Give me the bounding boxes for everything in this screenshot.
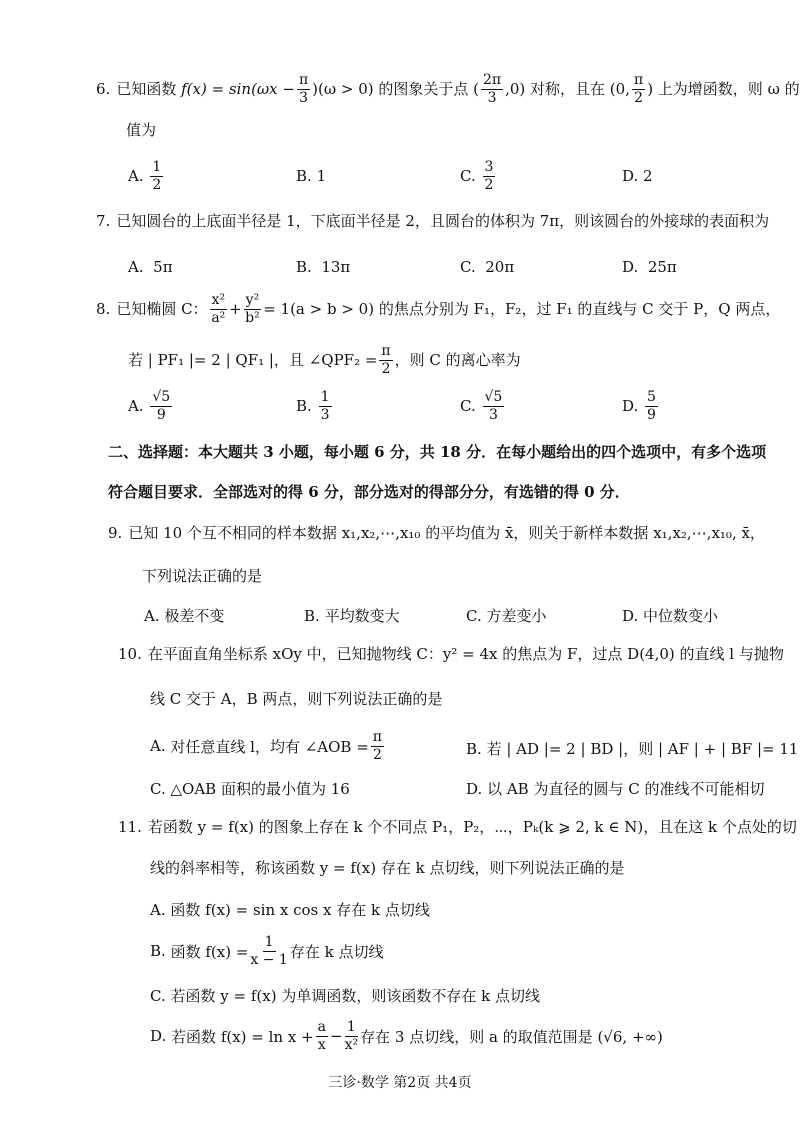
section2-heading-line2: 符合题目要求．全部选对的得 6 分，部分选对的得部分分，有选错的得 0 分． [108,483,630,501]
q11-option-c[interactable]: C. 若函数 y = f(x) 为单调函数，则该函数不存在 k 点切线 [150,986,540,1005]
q6-option-a[interactable]: A. $\frac{1}{2}$ [128,159,162,193]
q10-stem-line1: 10. 在平面直角坐标系 xOy 中，已知抛物线 C：y² = 4x 的焦点为 F，过点 D(4,0) 的直线 l 与抛物 [118,645,784,663]
q8-stem-line1: 8. 已知椭圆 C： $\frac{\text{x²}}{\text{a²}}$ + $\frac{\text{y²}}{\text{b²}}$ = 1(a > b > 0) 的焦点分别为 F₁，F₂，过 F₁ 的直线与 C 交于 P，Q 两点， [96,291,781,326]
q11-stem-line1: 11. 若函数 y = f(x) 的图象上存在 k 个不同点 P₁，P₂，⋯，Pₖ(k ⩾ 2, k ∈ N)，且在这 k 个点处的切 [118,818,797,836]
q11-option-d-frac-a-x: $\frac{a}{x}$ [317,1019,327,1053]
q8-frac-x2-a2: $\frac{\text{x²}}{\text{a²}}$ [211,291,226,326]
q9-stem-line1: 9. 已知 10 个互不相同的样本数据 x₁,x₂,⋯,x₁₀ 的平均值为 x̄，则关于新样本数据 x₁,x₂,⋯,x₁₀, x̄， [108,524,765,542]
q9-option-b[interactable]: B. 平均数变大 [304,606,400,625]
q10-option-a-frac: $\frac{\pi}{2}$ [372,729,382,763]
q8-stem-line2: 若 | PF₁ |= 2 | QF₁ |，且 ∠QPF₂ = $\frac{\pi}{2}$ ，则 C 的离心率为 [128,342,521,377]
q6-frac-pi-3: $\frac{\pi}{3}$ [298,71,309,106]
q7-stem [96,214,769,229]
q6-option-a-frac: $\frac{1}{2}$ [152,159,162,193]
q7-number: 7. [96,212,111,230]
q10-option-a[interactable]: A. 对任意直线 l，均有 ∠AOB = $\frac{\pi}{2}$ [150,729,382,763]
q10-option-d[interactable]: D. 以 AB 为直径的圆与 C 的准线不可能相切 [466,779,765,798]
q6-stem-text-c: )(ω > 0) 的图象关于点 ( [312,79,479,98]
q6-stem-text-e: ) 上为增函数，则 ω 的 [647,79,800,98]
q11-number: 11. [118,818,142,836]
q6-option-c-frac: $\frac{3}{2}$ [484,159,494,193]
q7-stem-text: 已知圆台的上底面半径是 1，下底面半径是 2，且圆台的体积为 7π，则该圆台的外接球的表面积为 [116,212,770,230]
q8-frac-pi-2: $\frac{\pi}{2}$ [381,342,391,377]
q6-option-d[interactable]: D. 2 [622,167,653,185]
section2-heading-line1: 二、选择题：本大题共 3 小题，每小题 6 分，共 18 分．在每小题给出的四个选项中，有多个选项 [108,443,767,461]
q6-stem-line1 [96,71,800,106]
q10-stem-line2: 线 C 交于 A，B 两点，则下列说法正确的是 [150,690,443,708]
q6-option-b[interactable]: B. 1 [296,167,327,185]
q7-option-b[interactable]: B. 13π [296,258,351,276]
q10-option-b[interactable]: B. 若 | AD |= 2 | BD |，则 | AF | + | BF |= 11 [466,739,799,758]
q6-stem-text-d: ,0) 对称，且在 (0, [505,79,630,98]
q8-number: 8. [96,299,111,318]
q8-option-c[interactable]: C. $\frac{√5}{3}$ [460,389,503,423]
q6-frac-2pi-3: $\frac{2\pi}{3}$ [483,71,502,106]
q11-stem-line2: 线的斜率相等，称该函数 y = f(x) 存在 k 点切线，则下列说法正确的是 [150,859,625,877]
q7-option-d[interactable]: D. 25π [622,258,677,276]
q6-stem-text-a: 已知函数 [116,79,177,98]
q9-number: 9. [108,524,123,542]
q11-option-a[interactable]: A. 函数 f(x) = sin x cos x 存在 k 点切线 [150,900,430,919]
q7-option-c[interactable]: C. 20π [460,258,515,276]
q9-option-c[interactable]: C. 方差变小 [466,606,547,625]
q8-frac-y2-b2: $\frac{\text{y²}}{\text{b²}}$ [245,291,260,326]
q11-option-b-frac: $\frac{1}{x - 1}$ [250,934,288,968]
q6-frac-pi-2: $\frac{\pi}{2}$ [633,71,644,106]
q9-option-a[interactable]: A. 极差不变 [144,606,225,625]
q8-option-b[interactable]: B. $\frac{1}{3}$ [296,389,330,423]
q9-stem-line2: 下列说法正确的是 [142,567,263,585]
q8-option-d[interactable]: D. $\frac{5}{9}$ [622,389,656,423]
page-footer: 三诊·数学 第2页 共4页 [328,1075,472,1091]
q10-option-c[interactable]: C. △OAB 面积的最小值为 16 [150,779,350,798]
q7-option-a[interactable]: A. 5π [128,258,173,276]
q11-option-d[interactable]: D. 若函数 f(x) = ln x + $\frac{a}{x}$ − $\frac{1}{\text{x²}}$ 存在 3 点切线，则 a 的取值范围是 (√6, +∞) [150,1019,663,1053]
q6-number: 6. [96,79,111,98]
q11-option-b[interactable]: B. 函数 f(x) = $\frac{1}{x - 1}$ 存在 k 点切线 [150,934,384,968]
q6-stem-line2: 值为 [126,121,157,139]
q8-option-a[interactable]: A. $\frac{√5}{9}$ [128,389,171,423]
q9-option-d[interactable]: D. 中位数变小 [622,606,719,625]
q11-option-d-frac-1-x2: $\frac{1}{\text{x²}}$ [344,1019,359,1053]
q6-option-c[interactable]: C. $\frac{3}{2}$ [460,159,494,193]
q6-stem-text-b: f(x) = sin(ωx − [181,79,295,98]
q10-number: 10. [118,645,142,663]
